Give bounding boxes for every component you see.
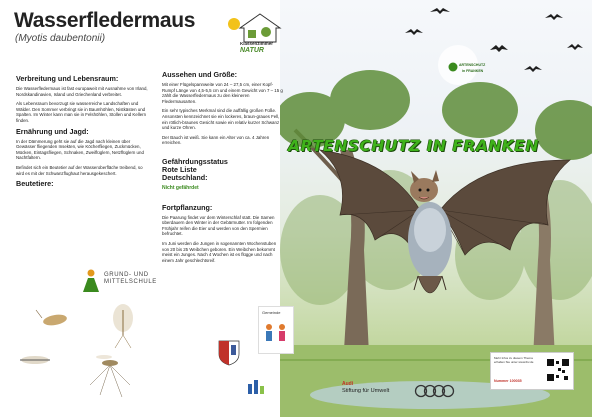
children-figures-icon (262, 319, 290, 349)
natur-bottom-text: NATUR (240, 47, 264, 54)
page-title: Wasserfledermaus (14, 9, 196, 32)
natur-top-text: Klassenzimmer (240, 41, 274, 46)
audi-rings-icon (414, 384, 456, 398)
middle-column (162, 71, 284, 267)
latin-name: (Myotis daubentonii) (15, 33, 106, 44)
coat-of-arms (218, 340, 240, 366)
school-figure-icon (80, 268, 102, 292)
fortpflanzung-heading: Fortpflanzung: (162, 202, 213, 212)
insect-illustrations (10, 300, 160, 410)
gefaehrdung-heading-1: Gefährdungsstatus (162, 156, 228, 166)
bars-icon (248, 380, 270, 394)
entwicklungsgesellschaft-logo (248, 380, 328, 404)
aussehen-heading: Aussehen und Größe: (162, 70, 238, 79)
leaf-icon (448, 62, 458, 72)
school-logo (80, 268, 160, 294)
fortpflanzung-p2: Im Juni werden die Jungen in sogenannten Wochenstuben von 20 bis 25 Weibchen geboren. Ein Weibchen bekommt meist ein Junges. Nach 4 Wochen ist es flügge und nach einem Jahr geschlechtsreif. (162, 240, 277, 263)
gefaehrdung-heading-2: Rote Liste (162, 164, 197, 174)
school-line2: MITTELSCHULE (104, 279, 157, 285)
audi-line2: Stiftung für Umwelt (342, 388, 390, 394)
artenschutz-small-1: ARTENSCHUTZ (459, 63, 486, 67)
artenschutz-small-logo (448, 62, 488, 84)
audi-line1: Audi (342, 381, 354, 387)
beutetiere-heading: Beutetiere: (16, 179, 54, 189)
gefaehrdung-status: Nicht gefährdet (162, 184, 199, 191)
crane-fly-icon (90, 355, 130, 397)
qr-note: Mehr Infos zu diesem Thema erhalten Sie unter www.lbv.de (494, 356, 534, 364)
verbreitung-p1: Die Wasserfledermaus ist fast europaweit mit Ausnahme von Irland, Nordskandinavien, Island und Griechenland verbreitet. (16, 86, 148, 97)
gnat-icon (20, 356, 50, 364)
fortpflanzung-p1: Die Paarung findet vor dem Winterschlaf statt. Die Samen überdauern den Winter in der Gebärmutter. Im folgenden Frühjahr reifen die Eier und werden von den Spermien befruchtet. (162, 214, 275, 237)
aussehen-p3: Der Bauch ist weiß. Sie kann ein Alter von ca. 4 Jahren erreichen. (162, 134, 270, 146)
left-column (16, 75, 148, 191)
mayfly-icon (113, 304, 133, 348)
info-box (490, 352, 574, 390)
artenschutz-small-2: in FRANKEN (462, 69, 484, 73)
gemeinde-logo (258, 306, 294, 354)
coat-of-arms-icon (218, 340, 240, 366)
gemeinde-text: Gemeinde (262, 310, 281, 315)
ernaehrung-p1: In der Dämmerung geht sie auf die Jagd nach kleinen über Gewässer fliegenden Insekten, wie Köcherfliegen, Zuckmücken, Mücken, Eintagsfliegen, Schnaken, Zweiflüglern, Netzflüglern und Nachtfaltern. (16, 138, 144, 161)
caddisfly-icon (36, 310, 68, 327)
verbreitung-p2: Als Lebensraum bevorzugt sie wasserreiche Landschaften und Wälder. Den Sommer verbringt sie in Baumhöhlen, Nistkästen und Spalten. Im Winter kann man sie in Felshöhlen, Stollen und Kellern finden. (16, 101, 147, 123)
artenschutz-banner: ARTENSCHUTZ IN FRANKEN (288, 137, 539, 155)
verbreitung-heading: Verbreitung und Lebensraum: (16, 74, 119, 83)
ernaehrung-heading: Ernährung und Jagd: (16, 126, 89, 136)
ernaehrung-p2: Befindet sich ein Beutetier auf der Wasseroberfläche treibend, so wird es mit der Schwanzflughaut herausgekeschert. (16, 164, 143, 176)
aussehen-p2: Ein sehr typisches Merkmal sind die auffällig großen Füße. Ansonsten kennzeichnet sie ein lockeres, braun-graues Fell, ein rötlich-braunes Gesicht sowie ein relativ kurzer Schwanz und kurze Ohren. (162, 108, 280, 131)
klassenzimmer-natur-logo (226, 12, 284, 58)
qr-number: Nummer 100035 (494, 379, 522, 383)
aussehen-p1: Mit einer Flügelspannweite von 24 – 27,5 cm, einer Kopf-Rumpf Länge von 4,5-5,5 cm und einem Gewicht von 7 – 15 g zählt die Wasserfledermaus zu den kleineren Fledermausarten. (162, 82, 283, 104)
qr-code-icon (546, 358, 570, 382)
gefaehrdung-heading-3: Deutschland: (162, 172, 208, 182)
school-line1: GRUND- UND (104, 272, 149, 278)
